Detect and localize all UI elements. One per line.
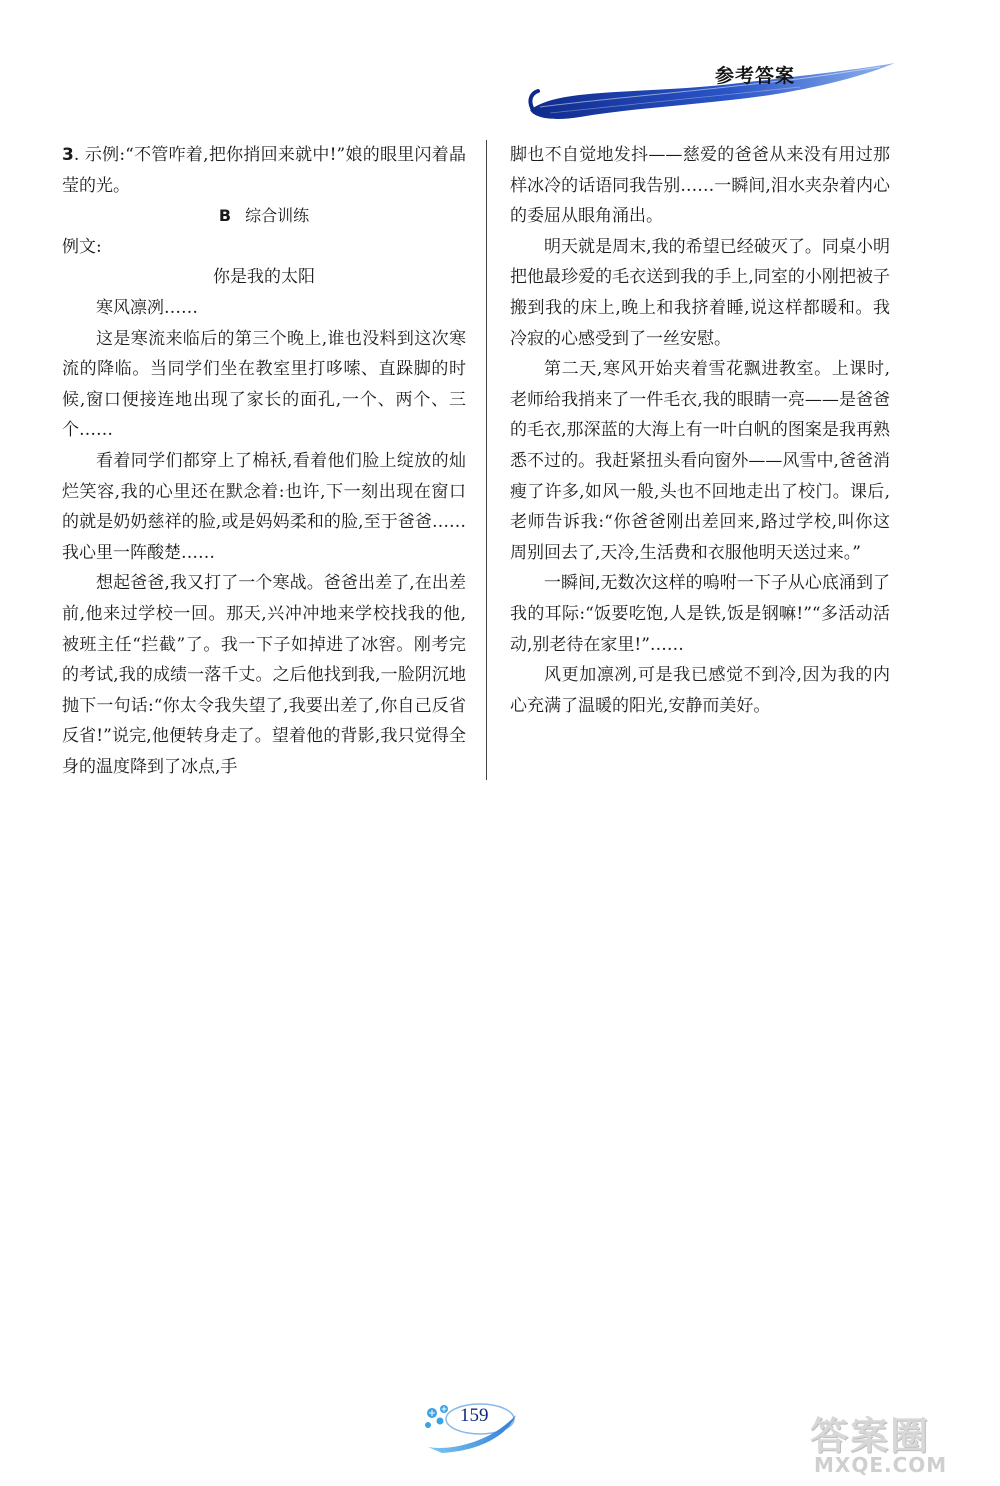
page-number-badge xyxy=(420,1395,530,1455)
left-column xyxy=(62,140,466,782)
page-number: 159 xyxy=(460,1405,489,1426)
essay-paragraph: 明天就是周末,我的希望已经破灭了。同桌小明把他最珍爱的毛衣送到我的手上,同室的小刚把被子搬到我的床上,晚上和我挤着睡,说这样都暖和。我冷寂的心感受到了一丝安慰。 xyxy=(510,236,890,349)
header-title: 参考答案 xyxy=(715,65,796,87)
page-header xyxy=(520,55,900,130)
essay-paragraph: 这是寒流来临后的第三个晚上,谁也没料到这次寒流的降临。当同学们坐在教室里打哆嗦、直跺脚的时候,窗口便接连地出现了家长的面孔,一个、两个、三个…… xyxy=(62,328,466,441)
watermark-top-text: 答案圈 xyxy=(810,1414,931,1458)
essay-paragraph: 一瞬间,无数次这样的嗚咐一下子从心底涌到了我的耳际:“饭要吃饱,人是铁,饭是钢嘛!”“多活动活动,别老待在家里!”…… xyxy=(510,573,890,655)
header-brush-band xyxy=(520,55,900,130)
essay-title: 你是我的太阳 xyxy=(213,267,315,288)
essay-paragraph: 想起爸爸,我又打了一个寒战。爸爸出差了,在出差前,他来过学校一回。那天,兴冲冲地来学校找我的他,被班主任“拦截”了。我一下子如掉进了冰窖。刚考完的考试,我的成绩一落千丈。之后他找到我,一脸阴沉地抛下一句话:“你太令我失望了,我要出差了,你自己反省反省!”说完,他便转身走了。望着他的背影,我只觉得全身的温度降到了冰点,手 xyxy=(62,573,466,777)
essay-paragraph: 看着同学们都穿上了棉袄,看着他们脸上绽放的灿烂笑容,我的心里还在默念着:也许,下一刻出现在窗口的就是奶奶慈祥的脸,或是妈妈柔和的脸,至于爸爸……我心里一阵酸楚…… xyxy=(62,450,466,563)
watermark-bottom-text: MXQE.COM xyxy=(814,1453,948,1477)
watermark-logo xyxy=(808,1405,988,1480)
essay-paragraph: 风更加凛冽,可是我已感觉不到冷,因为我的内心充满了温暖的阳光,安静而美好。 xyxy=(510,665,890,716)
section-title: 综合训练 xyxy=(245,206,310,226)
essay-paragraph: 第二天,寒风开始夹着雪花飘进教室。上课时,老师给我捎来了一件毛衣,我的眼睛一亮——是爸爸的毛衣,那深蓝的大海上有一叶白帆的图案是我再熟悉不过的。我赶紧扭头看向窗外——风雪中,爸爸消瘦了许多,如风一般,头也不回地走出了校门。课后,老师告诉我:“你爸爸刚出差回来,路过学校,叫你这周别回去了,天冷,生活费和衣服他明天送过来。” xyxy=(510,359,890,563)
item-text: . 示例:“不管咋着,把你捎回来就中!”娘的眼里闪着晶莹的光。 xyxy=(62,145,466,196)
answer-item-3 xyxy=(62,140,466,201)
right-column xyxy=(510,140,890,721)
example-label: 例文: xyxy=(62,236,102,257)
essay-paragraph: 脚也不自觉地发抖——慈爱的爸爸从来没有用过那样冰冷的话语同我告别……一瞬间,泪水夹杂着内心的委屈从眼角涌出。 xyxy=(510,145,890,227)
section-letter: B xyxy=(218,206,232,226)
column-divider xyxy=(486,140,487,780)
essay-paragraph: 寒风凛冽…… xyxy=(96,297,198,318)
section-heading xyxy=(62,201,466,232)
item-number: 3 xyxy=(62,145,74,165)
